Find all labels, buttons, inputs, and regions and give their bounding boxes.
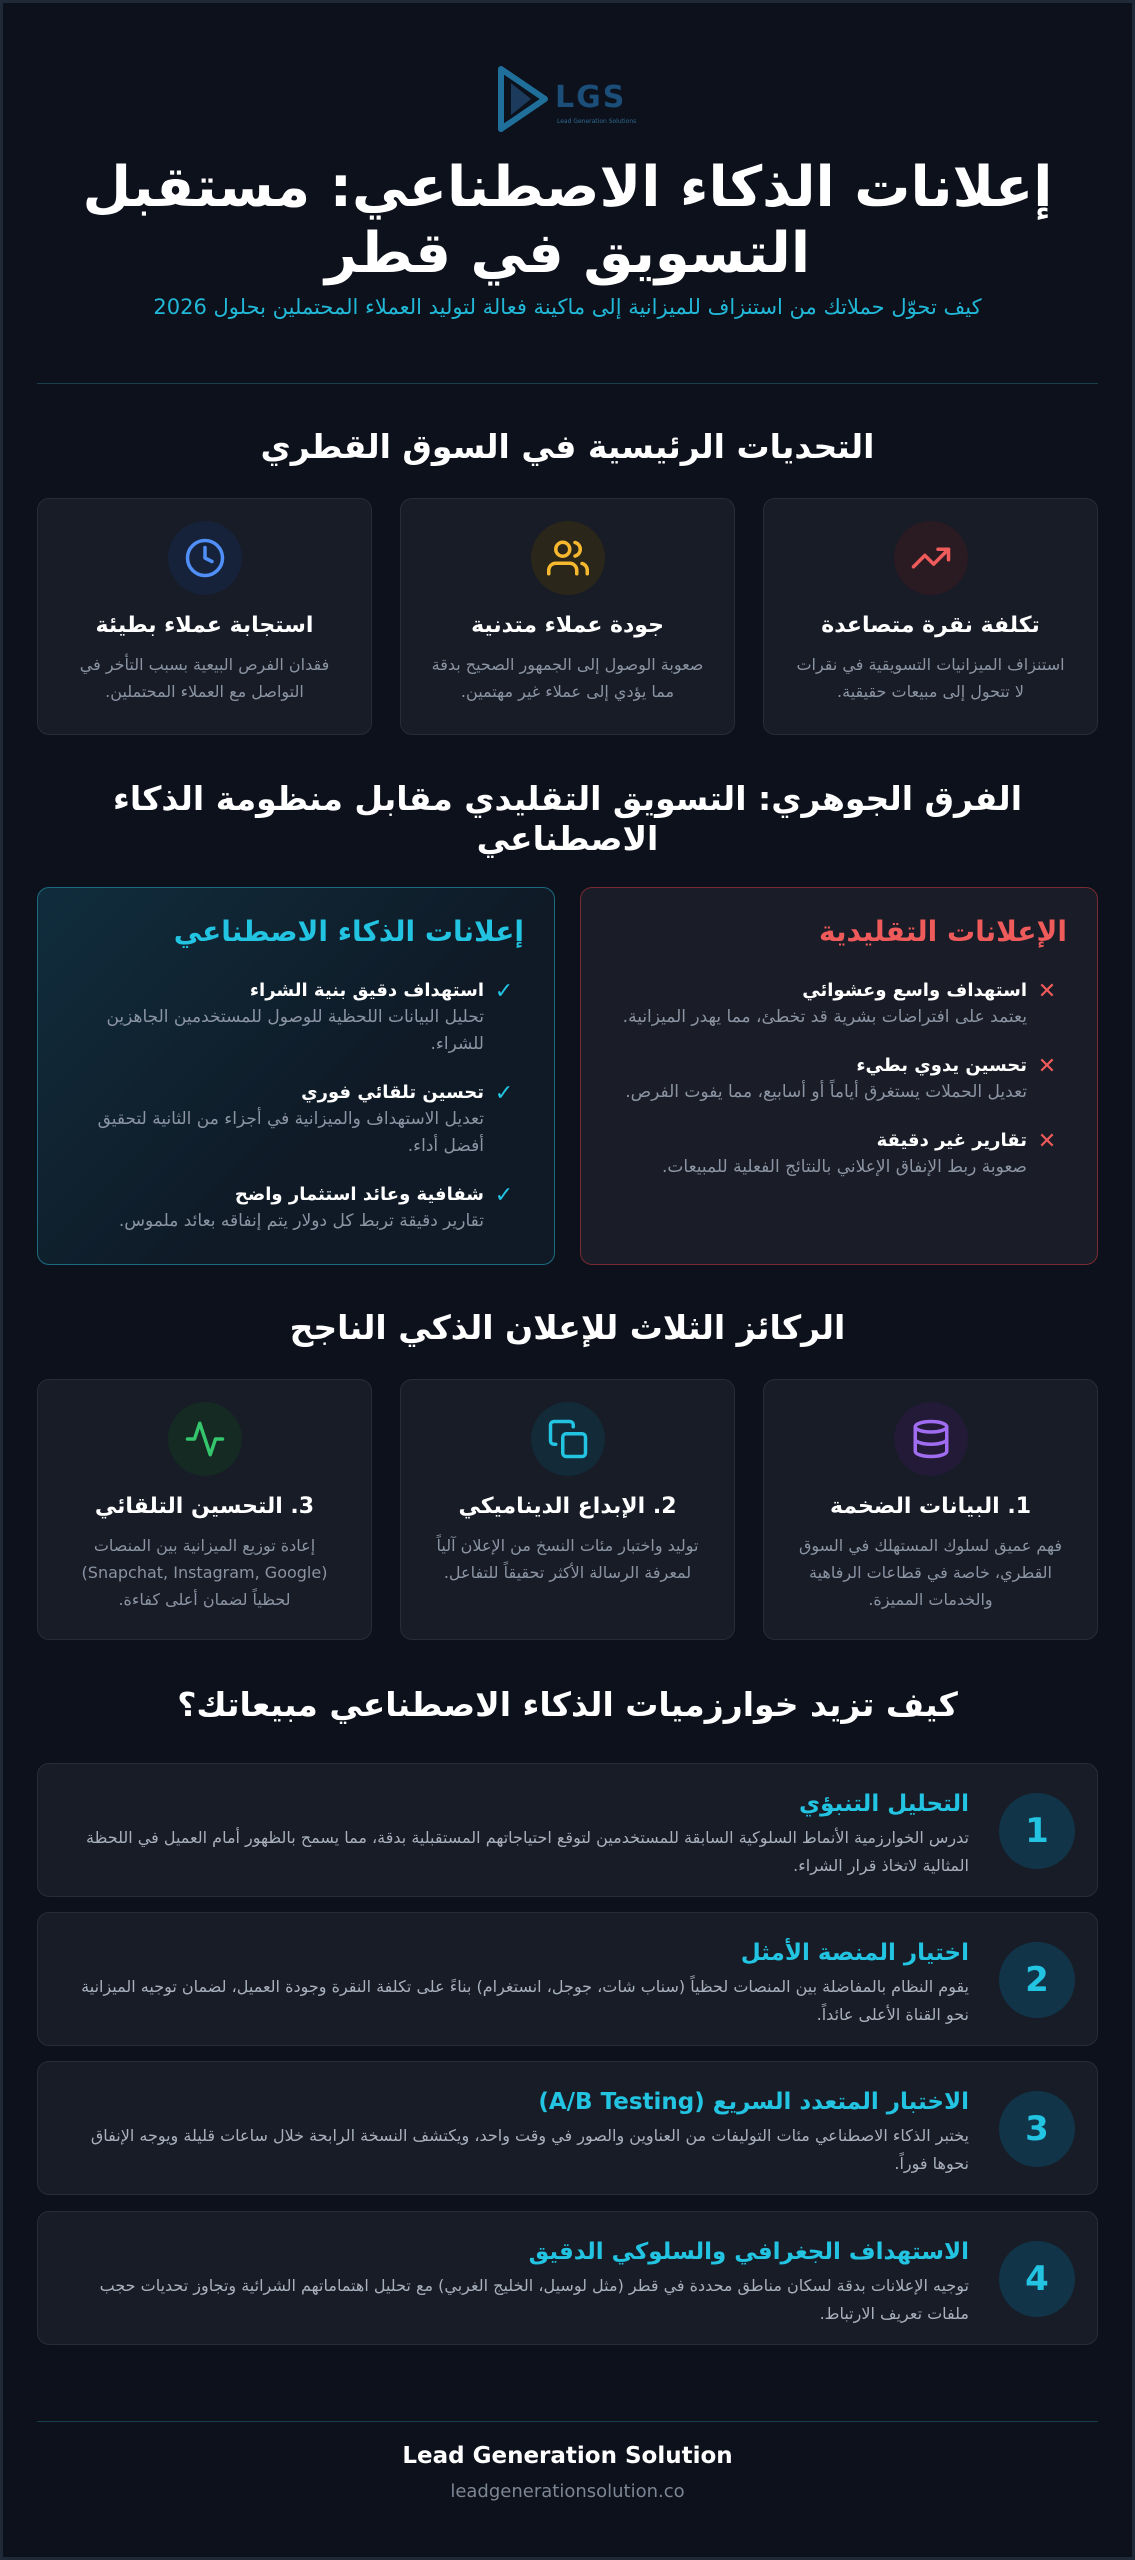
check-icon: ✓ <box>494 1183 514 1208</box>
step-text: يقوم النظام بالمفاضلة بين المنصات لحظياً (سناب شات، جوجل، انستغرام) بناءً على تكلفة النقرة وجودة العميل، لضمان توجيه الميزانية نحو القناة الأعلى عائداً. <box>81 1977 969 2024</box>
pillar-card <box>400 1379 735 1640</box>
challenge-text: استنزاف الميزانيات التسويقية في نقرات لا تتحول إلى مبيعات حقيقية. <box>796 655 1065 701</box>
check-icon: ✓ <box>494 1081 514 1106</box>
ai-item-text: تحليل البيانات اللحظية للوصول للمستخدمين الجاهزين للشراء. <box>106 1007 484 1054</box>
footer-divider <box>37 2421 1098 2422</box>
footer-website-link[interactable]: leadgenerationsolution.co <box>450 2481 685 2502</box>
step-number: 1 <box>999 1793 1075 1869</box>
traditional-item <box>611 978 1067 1031</box>
ai-item <box>68 978 524 1058</box>
challenge-title: تكلفة نقرة متصاعدة <box>821 613 1040 638</box>
comparison-title <box>37 779 1098 859</box>
ai-item-title: شفافية وعائد استثمار واضح <box>234 1184 484 1205</box>
challenge-title: استجابة عملاء بطيئة <box>95 613 314 638</box>
step-number: 3 <box>999 2091 1075 2167</box>
challenge-text: صعوبة الوصول إلى الجمهور الصحيح بدقة مما يؤدي إلى عملاء غير مهتمين. <box>431 655 704 701</box>
pillar-card <box>37 1379 372 1640</box>
comparison-boxes <box>37 887 1098 1265</box>
pillar-title: 3. التحسين التلقائي <box>94 1494 315 1519</box>
traditional-ads-title: الإعلانات التقليدية <box>819 915 1067 948</box>
ai-item-text: تعديل الاستهداف والميزانية في أجزاء من الثانية لتحقيق أفضل أداء. <box>97 1109 484 1156</box>
cross-icon: ✕ <box>1037 1054 1057 1079</box>
algorithm-step <box>37 2211 1098 2345</box>
divider <box>37 383 1098 384</box>
cross-icon: ✕ <box>1037 979 1057 1004</box>
traditional-item <box>611 1053 1067 1106</box>
step-text: توجيه الإعلانات بدقة لسكان مناطق محددة في قطر (مثل لوسيل، الخليج الغربي) مع تحليل اهتماماتهم الشرائية وتجاوز تحديات حجب ملفات تعريف الارتباط. <box>99 2276 969 2323</box>
pillar-text: إعادة توزيع الميزانية بين المنصات (Snapchat, Instagram, Google) لحظياً لضمان أعلى كفاءة. <box>81 1536 328 1609</box>
traditional-item-title: تقارير غير دقيقة <box>876 1130 1027 1151</box>
challenge-card <box>400 498 735 735</box>
ai-item-title: تحسين تلقائي فوري <box>301 1082 484 1103</box>
logo-mark-icon <box>493 63 643 135</box>
step-title: الاستهداف الجغرافي والسلوكي الدقيق <box>528 2239 969 2265</box>
ai-item-text: تقارير دقيقة تربط كل دولار يتم إنفاقه بعائد ملموس. <box>118 1211 484 1231</box>
ai-item-title: استهداف دقيق بنية الشراء <box>249 980 484 1001</box>
traditional-item <box>611 1128 1067 1181</box>
traditional-item-text: يعتمد على افتراضات بشرية قد تخطئ، مما يهدر الميزانية. <box>622 1007 1027 1027</box>
traditional-item-text: صعوبة ربط الإنفاق الإعلاني بالنتائج الفعلية للمبيعات. <box>662 1157 1027 1177</box>
clock-icon <box>168 521 242 595</box>
page-title-line1: إعلانات الذكاء الاصطناعي: مستقبل <box>82 155 1053 220</box>
pillars-cards <box>37 1379 1098 1640</box>
step-text: تدرس الخوارزمية الأنماط السلوكية السابقة للمستخدمين لتوقع احتياجاتهم المستقبلية بدقة، مما يسمح بالظهور أمام العميل في اللحظة المثالية لاتخاذ قرار الشراء. <box>86 1828 969 1875</box>
traditional-ads-box <box>580 887 1098 1265</box>
brand-logo <box>37 63 1098 135</box>
pillars-title: الركائز الثلاث للإعلان الذكي الناجح <box>289 1308 846 1347</box>
users-icon <box>531 521 605 595</box>
comparison-title-line2: الاصطناعي <box>476 819 659 858</box>
algorithm-step <box>37 1763 1098 1897</box>
pulse-icon <box>168 1402 242 1476</box>
traditional-item-title: استهداف واسع وعشوائي <box>802 980 1027 1001</box>
challenge-title: جودة عملاء متدنية <box>471 613 664 638</box>
challenge-card <box>37 498 372 735</box>
ai-item <box>68 1182 524 1235</box>
pillar-title: 2. الإبداع الديناميكي <box>458 1494 677 1519</box>
copy-icon <box>531 1402 605 1476</box>
challenges-cards <box>37 498 1098 735</box>
footer-company-name: Lead Generation Solution <box>402 2443 733 2469</box>
pillar-card <box>763 1379 1098 1640</box>
pillar-title: 1. البيانات الضخمة <box>829 1494 1032 1519</box>
traditional-item-title: تحسين يدوي بطيء <box>856 1055 1027 1076</box>
ai-ads-title: إعلانات الذكاء الاصطناعي <box>173 915 524 948</box>
database-icon <box>894 1402 968 1476</box>
challenges-title: التحديات الرئيسية في السوق القطري <box>260 427 875 466</box>
challenge-card <box>763 498 1098 735</box>
algorithms-title: كيف تزيد خوارزميات الذكاء الاصطناعي مبيعاتك؟ <box>177 1685 958 1724</box>
pillar-text: توليد واختبار مئات النسخ من الإعلان آلياً لمعرفة الرسالة الأكثر تحقيقاً للتفاعل. <box>436 1536 699 1582</box>
step-number: 2 <box>999 1942 1075 2018</box>
cross-icon: ✕ <box>1037 1129 1057 1154</box>
algorithm-step <box>37 1912 1098 2046</box>
ai-item <box>68 1080 524 1160</box>
check-icon: ✓ <box>494 979 514 1004</box>
algorithm-step <box>37 2061 1098 2195</box>
comparison-title-line1: الفرق الجوهري: التسويق التقليدي مقابل منظومة الذكاء <box>112 779 1022 818</box>
trending-up-icon <box>894 521 968 595</box>
pillar-text: فهم عميق لسلوك المستهلك في السوق القطري، خاصة في قطاعات الرفاهية والخدمات المميزة. <box>798 1536 1063 1609</box>
step-title: اختيار المنصة الأمثل <box>740 1940 969 1966</box>
step-title: الاختبار المتعدد السريع (A/B Testing) <box>538 2089 969 2115</box>
step-text: يختبر الذكاء الاصطناعي مئات التوليفات من العناوين والصور في وقت واحد، ويكتشف النسخة الرابحة خلال ساعات قليلة ويوجه الإنفاق نحوها فوراً. <box>90 2126 969 2173</box>
logo-text: LGS <box>554 80 626 115</box>
logo-tagline: Lead Generation Solutions <box>556 118 636 125</box>
page-title <box>37 155 1098 287</box>
traditional-item-text: تعديل الحملات يستغرق أياماً أو أسابيع، مما يفوت الفرص. <box>625 1082 1027 1102</box>
challenge-text: فقدان الفرص البيعية بسبب التأخر في التواصل مع العملاء المحتملين. <box>79 655 330 701</box>
page-title-line2: التسويق في قطر <box>324 221 811 286</box>
ai-ads-box <box>37 887 555 1265</box>
page-subtitle: كيف تحوّل حملاتك من استنزاف للميزانية إلى ماكينة فعالة لتوليد العملاء المحتملين بحلول 2026 <box>153 295 982 319</box>
step-number: 4 <box>999 2241 1075 2317</box>
step-title: التحليل التنبؤي <box>799 1791 969 1817</box>
